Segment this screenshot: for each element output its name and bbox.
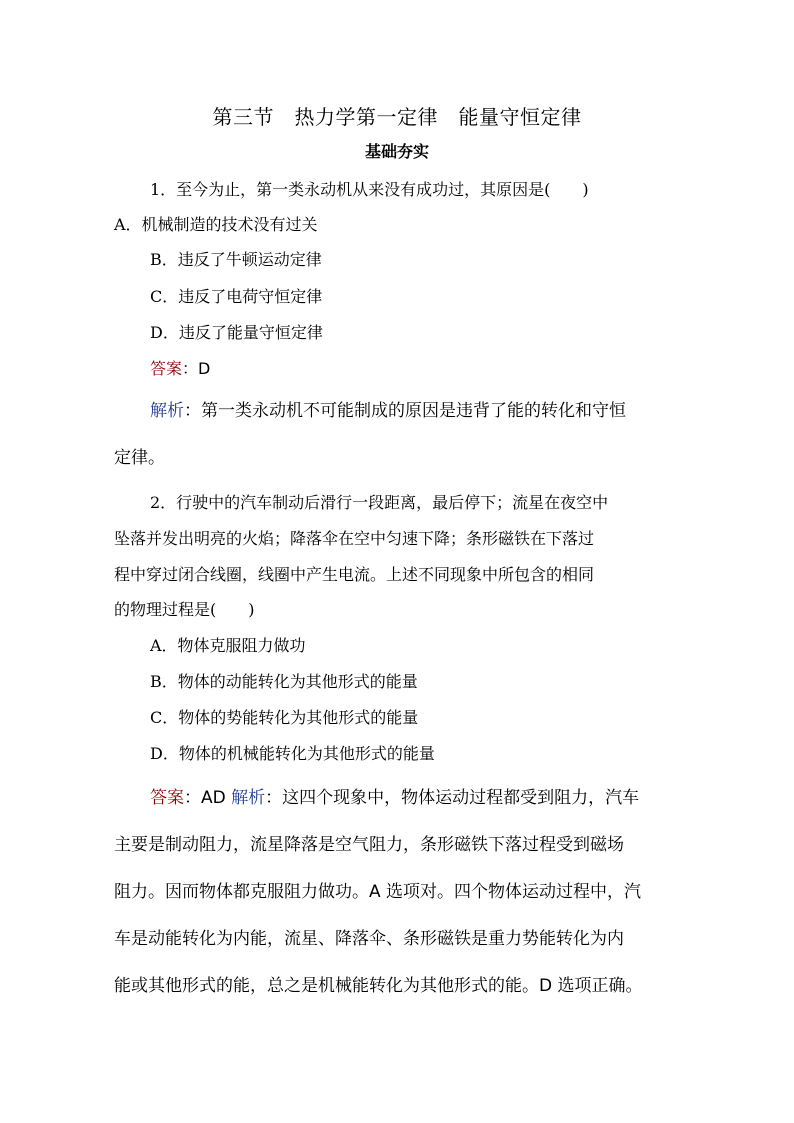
answer-value: ：D [182,359,211,378]
question-1-option-c: C．违反了电荷守恒定律 [150,287,323,306]
question-2-analysis-line-2: 主要是制动阻力，流星降落是空气阻力，条形磁铁下落过程受到磁场 [114,835,624,855]
question-2-stem-line-3: 程中穿过闭合线圈，线圈中产生电流。上述不同现象中所包含的相同 [114,565,595,584]
question-2-option-b: B．物体的动能转化为其他形式的能量 [150,672,418,691]
question-2-option-c: C．物体的势能转化为其他形式的能量 [150,708,419,727]
analysis-label: 解析 [150,401,184,421]
question-2-stem-line-1: 2．行驶中的汽车制动后滑行一段距离，最后停下；流星在夜空中 [150,493,609,512]
question-1-option-b: B．违反了牛顿运动定律 [150,250,322,269]
analysis-text: ：这四个现象中，物体运动过程都受到阻力，汽车 [265,788,640,808]
answer-label: 答案 [150,788,184,808]
question-2-option-d: D．物体的机械能转化为其他形式的能量 [150,744,435,763]
question-2-stem-line-2: 坠落并发出明亮的火焰；降落伞在空中匀速下降；条形磁铁在下落过 [114,529,595,548]
analysis-text: ：第一类永动机不可能制成的原因是违背了能的转化和守恒 [184,401,626,421]
analysis-label: 解析 [231,788,266,808]
question-1-analysis-line-2: 定律。 [114,448,165,468]
question-2-analysis-line-3: 阻力。因而物体都克服阻力做功。A 选项对。四个物体运动过程中，汽 [114,882,642,902]
question-2-answer-analysis-line-1 [150,786,639,810]
question-1-option-a: A．机械制造的技术没有过关 [114,215,318,234]
question-2-analysis-line-5: 能或其他形式的能，总之是机械能转化为其他形式的能。D 选项正确。 [114,976,643,996]
question-2-stem-line-4: 的物理过程是( ) [114,600,255,619]
answer-label: 答案 [150,359,183,378]
question-2-analysis-line-4: 车是动能转化为内能，流星、降落伞、条形磁铁是重力势能转化为内 [114,929,624,949]
question-1-analysis-line-1 [150,399,626,423]
question-2-option-a: A．物体克服阻力做功 [150,636,306,655]
answer-value: ：AD [184,788,232,808]
page-title: 第三节 热力学第一定律 能量守恒定律 [212,105,582,129]
question-1-answer [150,358,210,380]
question-1-option-d: D．违反了能量守恒定律 [150,323,323,342]
question-1-stem: 1．至今为止，第一类永动机从来没有成功过，其原因是( ) [150,180,589,199]
section-subtitle: 基础夯实 [364,142,429,161]
